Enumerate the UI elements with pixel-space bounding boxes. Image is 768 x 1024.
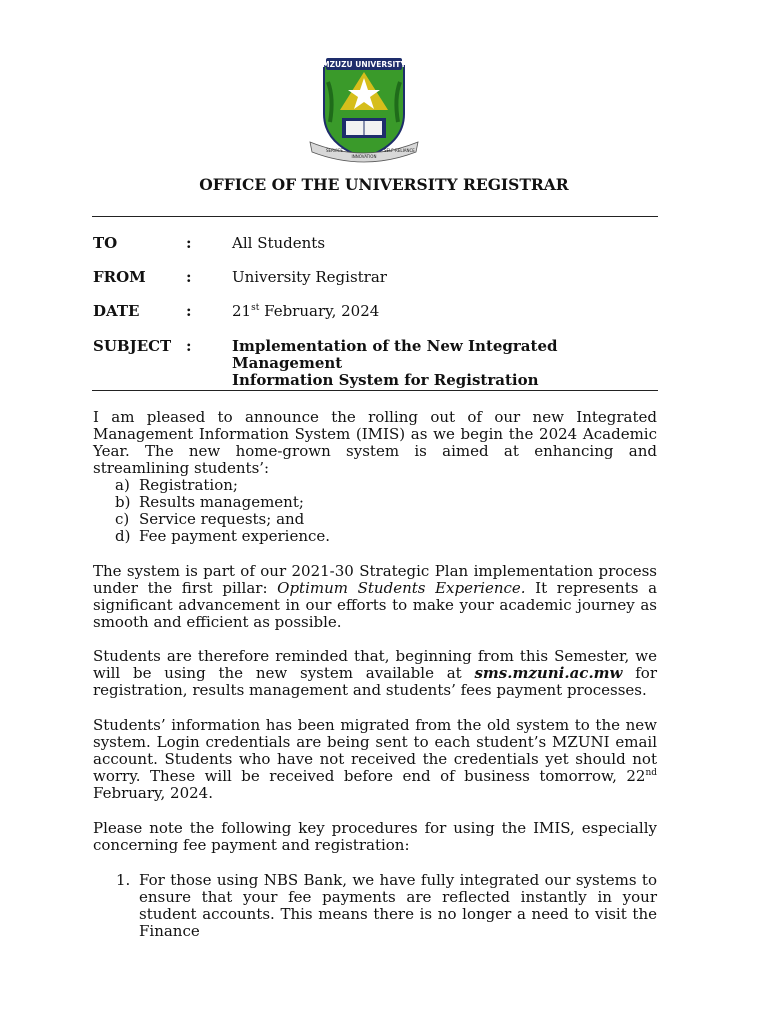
procedures-intro-paragraph: Please note the following key procedures for using the IMIS, especially concerning fee payment and registration:: [93, 819, 657, 854]
memo-date-day: 21: [232, 302, 252, 320]
list-item-text: Results management;: [139, 493, 304, 511]
strategic-text-after: It represents a significant advancement in our efforts to make your academic journey as smooth and efficient as possible.: [93, 579, 658, 631]
memo-to-colon: :: [186, 234, 192, 252]
list-item-text: For those using NBS Bank, we have fully integrated our systems to ensure that your fee payments are reflected instantly in your student accounts. This means there is no longer a need to visit the Finance: [139, 871, 657, 940]
strategic-pillar-name: Optimum Students Experience.: [277, 579, 526, 597]
list-item: [115, 511, 330, 528]
list-marker: 1.: [116, 871, 131, 889]
strategic-text-before: The system is part of our 2021-30 Strategic Plan implementation process under the first pillar:: [93, 562, 657, 597]
memo-subject-colon: :: [186, 337, 192, 355]
header-divider-bottom: [92, 390, 658, 391]
aims-list: [115, 477, 330, 545]
list-item-text: Registration;: [139, 476, 238, 494]
university-crest-logo: [304, 52, 424, 166]
header-divider-top: [92, 216, 658, 217]
list-marker: a): [115, 476, 130, 494]
procedures-list: [116, 872, 657, 940]
reminder-text-after: for registration, results management and students’ fees payment processes.: [93, 664, 657, 699]
reminder-paragraph: [93, 648, 657, 699]
list-item: [115, 494, 330, 511]
memo-subject-line-1: Implementation of the New Integrated Management: [232, 337, 558, 372]
migration-text-after: February, 2024.: [93, 784, 213, 802]
list-item-text: Fee payment experience.: [139, 527, 331, 545]
migration-paragraph: [93, 717, 657, 802]
memo-date-label: DATE: [93, 302, 140, 320]
reminder-text-before: Students are therefore reminded that, beginning from this Semester, we will be using the new system available at: [93, 647, 657, 682]
migration-text: Students’ information has been migrated from the old system to the new system. Login credentials are being sent to each student’s MZUNI email account. Students who have not received the credentials yet should not worry. These will be received before end of business tomorrow, 22: [93, 716, 657, 785]
memo-from-label: FROM: [93, 268, 146, 286]
memo-to-label: TO: [93, 234, 118, 252]
list-item-text: Service requests; and: [139, 510, 305, 528]
crest-motto-right: SELF-RELIANCE: [384, 148, 415, 153]
memo-date-suffix: st: [251, 303, 260, 313]
memo-subject-line-2: Information System for Registration: [232, 371, 539, 389]
list-item: [115, 528, 330, 545]
list-marker: d): [115, 527, 131, 545]
memo-subject-label: SUBJECT: [93, 337, 172, 355]
memo-date-value: [232, 303, 658, 320]
memo-to-value: All Students: [232, 234, 326, 252]
strategic-plan-paragraph: [93, 563, 657, 631]
memo-date-rest: February, 2024: [259, 302, 380, 320]
migration-date-suffix: nd: [645, 768, 657, 778]
memo-date-colon: :: [186, 302, 192, 320]
crest-banner-text: MZUZU UNIVERSITY: [322, 60, 406, 69]
list-marker: c): [115, 510, 130, 528]
intro-paragraph: I am pleased to announce the rolling out of our new Integrated Management Information System (IMIS) as we begin the 2024 Academic Year. The new home-grown system is aimed at enhancing and streamlining students’:: [93, 408, 657, 477]
memo-subject-value: [232, 338, 658, 389]
system-url: sms.mzuni.ac.mw: [474, 664, 623, 682]
memo-from-colon: :: [186, 268, 192, 286]
list-item: [116, 872, 657, 940]
crest-motto-left: SERVICE: [326, 148, 343, 153]
office-title: OFFICE OF THE UNIVERSITY REGISTRAR: [199, 175, 569, 194]
list-marker: b): [115, 493, 131, 511]
memo-from-value: University Registrar: [232, 268, 387, 286]
crest-motto-center: INNOVATION: [351, 154, 377, 159]
list-item: [115, 477, 330, 494]
